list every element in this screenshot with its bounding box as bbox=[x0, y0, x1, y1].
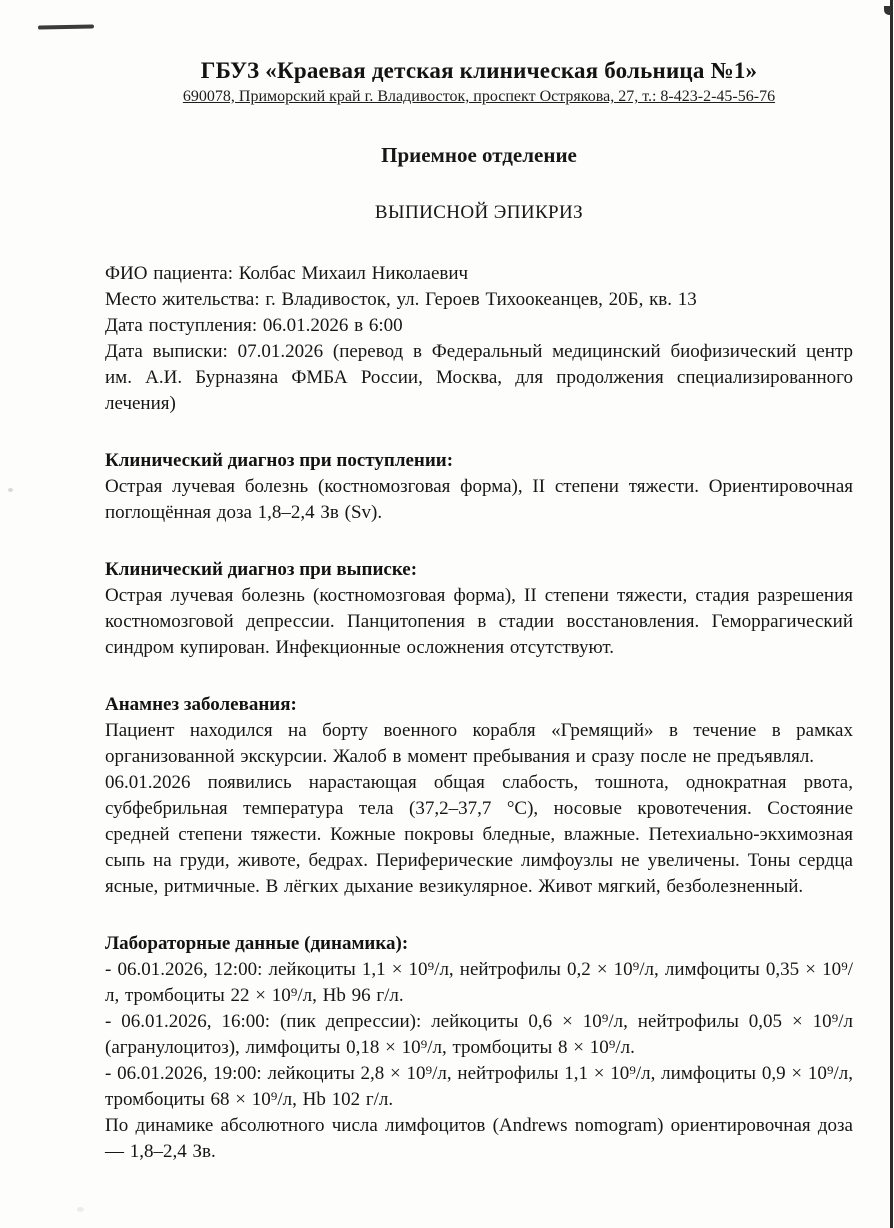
section-paragraph: Острая лучевая болезнь (костномозговая форма), II степени тяжести. Ориентировочная поглощённая доза 1,8–2,4 Зв (Sv). bbox=[105, 476, 853, 523]
section-lab-data bbox=[105, 931, 853, 1165]
section-heading: Анамнез заболевания: bbox=[105, 694, 297, 715]
section-heading: Клинический диагноз при выписке: bbox=[105, 559, 418, 580]
section-paragraph: Острая лучевая болезнь (костномозговая форма), II степени тяжести, стадия разрешения костномозговой депрессии. Панцитопения в стадии восстановления. Геморрагический синдром купирован. Инфекционные осложнения отсутствуют. bbox=[105, 585, 853, 658]
lab-conclusion: По динамике абсолютного числа лимфоцитов (Andrews nomogram) ориентировочная доза — 1,8–2,4 Зв. bbox=[105, 1115, 853, 1162]
section-paragraph: 06.01.2026 появились нарастающая общая слабость, тошнота, однократная рвота, субфебрильная температура тела (37,2–37,7 °C), носовые кровотечения. Состояние средней степени тяжести. Кожные покровы бледные, влажные. Петехиально-экхимозная сыпь на груди, животе, бедрах. Периферические лимфоузлы не увеличены. Тоны сердца ясные, ритмичные. В лёгких дыхание везикулярное. Живот мягкий, безболезненный. bbox=[105, 772, 853, 897]
document-header bbox=[105, 58, 853, 224]
scan-dot-left bbox=[8, 488, 13, 492]
hospital-address: 690078, Приморский край г. Владивосток, проспект Острякова, 27, т.: 8-423-2-45-56-76 bbox=[182, 88, 776, 105]
section-anamnesis bbox=[105, 692, 853, 900]
discharge-date-line: Дата выписки: 07.01.2026 (перевод в Федеральный медицинский биофизический центр им. А.И. Бурназяна ФМБА России, Москва, для продолжения специализированного лечения) bbox=[105, 341, 853, 414]
lab-entry: - 06.01.2026, 16:00: (пик депрессии): лейкоциты 0,6 × 10⁹/л, нейтрофилы 0,05 × 10⁹/л (агранулоцитоз), лимфоциты 0,18 × 10⁹/л, тромбоциты 8 × 10⁹/л. bbox=[105, 1011, 853, 1058]
hospital-name: ГБУЗ «Краевая детская клиническая больница №1» bbox=[200, 58, 758, 83]
admission-date-line: Дата поступления: 06.01.2026 в 6:00 bbox=[105, 315, 403, 336]
scan-dot-bottom bbox=[77, 1207, 84, 1212]
department-title: Приемное отделение bbox=[381, 143, 577, 167]
lab-entry: - 06.01.2026, 19:00: лейкоциты 2,8 × 10⁹/л, нейтрофилы 1,1 × 10⁹/л, лимфоциты 0,9 × 10⁹/л, тромбоциты 68 × 10⁹/л, Hb 102 г/л. bbox=[105, 1063, 853, 1110]
scan-edge-blob bbox=[884, 6, 891, 15]
document-title: ВЫПИСНОЙ ЭПИКРИЗ bbox=[374, 202, 584, 223]
lab-entry: - 06.01.2026, 12:00: лейкоциты 1,1 × 10⁹/л, нейтрофилы 0,2 × 10⁹/л, лимфоциты 0,35 × 10⁹/л, тромбоциты 22 × 10⁹/л, Hb 96 г/л. bbox=[105, 959, 853, 1006]
patient-name-line: ФИО пациента: Колбас Михаил Николаевич bbox=[105, 263, 469, 284]
scan-edge-line-right bbox=[890, 0, 893, 1228]
section-heading: Лабораторные данные (динамика): bbox=[105, 933, 409, 954]
section-paragraph: Пациент находился на борту военного корабля «Гремящий» в течение в рамках организованной экскурсии. Жалоб в момент пребывания и сразу после не предъявлял. bbox=[105, 720, 853, 767]
patient-address-line: Место жительства: г. Владивосток, ул. Героев Тихоокеанцев, 20Б, кв. 13 bbox=[105, 289, 697, 310]
section-diagnosis-admission bbox=[105, 448, 853, 526]
section-diagnosis-discharge bbox=[105, 557, 853, 661]
patient-info-block bbox=[105, 261, 853, 417]
section-heading: Клинический диагноз при поступлении: bbox=[105, 450, 454, 471]
